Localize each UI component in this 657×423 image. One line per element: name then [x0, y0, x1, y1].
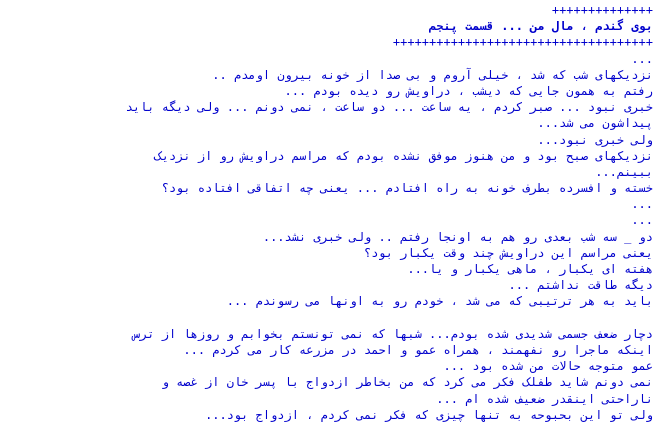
text-line: ولی تو این بحبوحه به تنها چیزی که فکر نمی کردم ، ازدواج بود... — [205, 407, 653, 422]
text-line: نزدیکهای شب که شد ، خیلی آروم و بی صدا از خونه بیرون اومدم .. — [212, 67, 653, 82]
text-line: ... — [631, 197, 653, 212]
text-line: اینکه ماجرا رو نفهمند ، همراه عمو و احمد در مزرعه کار می کردم ... — [183, 342, 653, 357]
story-title: بوی گندم ، مال من ... قسمت پنجم — [429, 19, 653, 34]
text-line: نمی دونم شاید طفلک فکر می کرد که من بخاطر ازدواج با پسر خان از غصه و — [161, 375, 653, 390]
text-line: ... — [631, 51, 653, 66]
text-line: یعنی مراسم این دراویش چند وقت یکبار بود؟ — [364, 245, 653, 260]
top-rule: ++++++++++++++ — [551, 3, 653, 17]
text-line: ... — [631, 213, 653, 228]
text-line: خبری نبود ... صبر کردم ، یه ساعت ... دو ساعت ، نمی دونم ... ولی دیگه باید — [125, 100, 653, 115]
blank-line — [0, 310, 653, 326]
text-line: هفته ای یکبار ، ماهی یکبار و یا... — [407, 262, 653, 276]
text-line: پیداشون می شد... — [537, 116, 653, 131]
text-line: باید به هر ترتیبی که می شد ، خودم رو به اونها می رسوندم ... — [226, 294, 653, 309]
text-line: نزدیکهای صبح بود و من هنوز موفق نشده بودم که مراسم دراویش رو از نزدیک — [154, 148, 653, 163]
text-line: ولی خبری نبود... — [537, 132, 653, 147]
text-line: ببینم... — [595, 164, 653, 179]
text-line: دیگه طاقت نداشتم ... — [508, 278, 653, 293]
text-line: ناراحتی اینقدر ضعیف شده ام ... — [436, 391, 653, 406]
text-line: رفتم به همون جایی که دیشب ، دراویش رو دیده بودم ... — [284, 83, 653, 98]
title-rule: ++++++++++++++++++++++++++++++++++++ — [392, 35, 653, 50]
text-line: عمو متوجه حالات من شده بود ... — [443, 359, 653, 374]
text-line: خسته و افسرده بطرف خونه به راه افتادم ... یعنی چه اتفاقی افتاده بود؟ — [161, 181, 653, 196]
text-line: دچار ضعف جسمی شدیدی شده بودم... شبها که نمی تونستم بخوابم و روزها از ترس — [132, 326, 653, 341]
text-line: دو _ سه شب بعدی رو هم به اونجا رفتم .. ولی خبری نشد... — [262, 229, 653, 244]
